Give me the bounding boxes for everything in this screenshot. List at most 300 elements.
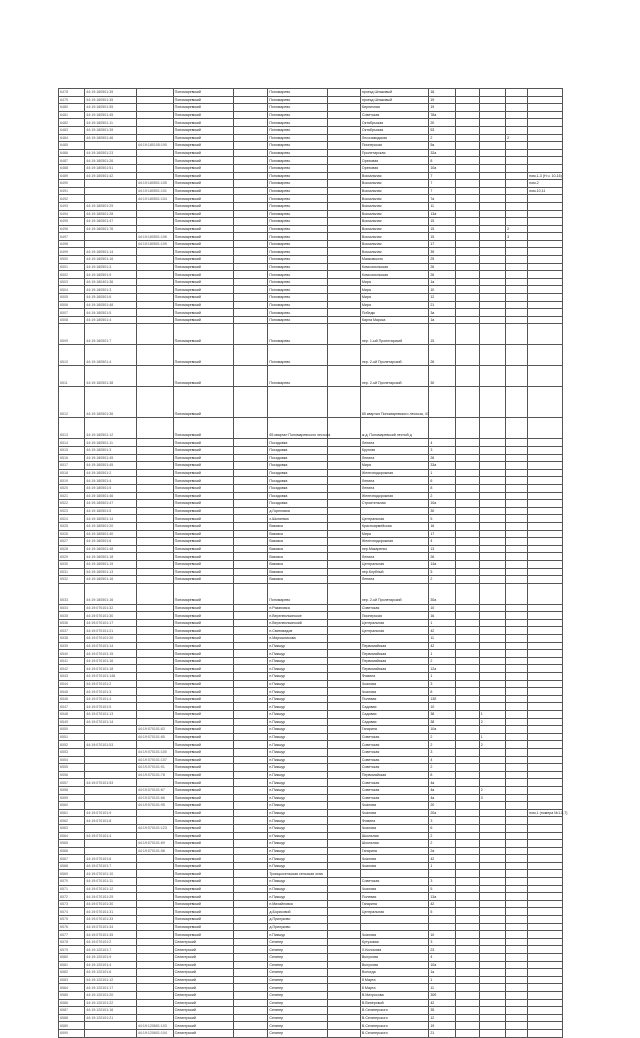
cadastral-number-alt-cell	[136, 916, 173, 924]
room-cell	[506, 111, 528, 119]
room-cell	[506, 657, 528, 665]
cadastral-number-alt-cell	[136, 157, 173, 165]
note-cell	[528, 885, 563, 893]
locality-type-cell	[328, 522, 361, 530]
street-cell: Советская	[360, 786, 428, 794]
building-cell	[455, 271, 479, 279]
room-cell	[506, 840, 528, 848]
locality-cell: п.Пикшур	[268, 764, 328, 772]
house-number-cell: 33а	[429, 462, 455, 470]
room-cell	[506, 627, 528, 635]
row-number-cell: 6491	[59, 187, 85, 195]
blank-cell	[233, 545, 268, 553]
building-cell	[455, 969, 479, 977]
cadastral-number-alt-cell	[136, 576, 173, 584]
locality-type-cell	[328, 931, 361, 939]
cadastral-number-alt-cell	[136, 500, 173, 508]
table-row	[59, 862, 563, 870]
blank-cell	[233, 316, 268, 324]
house-number-cell: 32а	[429, 149, 455, 157]
street-cell: Октябрьская	[360, 126, 428, 134]
table-row	[59, 627, 563, 635]
street-cell: Вокзальная	[360, 202, 428, 210]
house-number-cell: 1а	[429, 278, 455, 286]
building-cell	[455, 111, 479, 119]
district-cell: Пономаревский	[173, 726, 233, 734]
locality-cell: Селигер	[268, 969, 328, 977]
apartment-cell	[479, 560, 505, 568]
cadastral-number-cell: 44:19:180501:36	[85, 387, 137, 418]
table-row	[59, 240, 563, 248]
row-number-cell: 6516	[59, 454, 85, 462]
cadastral-number-alt-cell	[136, 210, 173, 218]
row-number-cell: 6558	[59, 786, 85, 794]
locality-cell: п.Пикшур	[268, 733, 328, 741]
table-row	[59, 366, 563, 387]
building-cell	[455, 916, 479, 924]
street-cell: Фомина	[360, 817, 428, 825]
cadastral-number-cell: 44:19:180501:14	[85, 515, 137, 523]
cadastral-number-cell: 44:19:180501:47	[85, 500, 137, 508]
house-number-cell: 42	[429, 642, 455, 650]
row-number-cell: 6521	[59, 492, 85, 500]
locality-type-cell	[328, 665, 361, 673]
locality-type-cell	[328, 741, 361, 749]
row-number-cell: 6535	[59, 612, 85, 620]
cadastral-number-cell: 44:19:120101:4	[85, 961, 137, 969]
blank-cell	[233, 218, 268, 226]
locality-type-cell	[328, 477, 361, 485]
blank-cell	[233, 263, 268, 271]
cadastral-number-alt-cell	[136, 89, 173, 97]
apartment-cell	[479, 538, 505, 546]
room-cell	[506, 786, 528, 794]
locality-type-cell	[328, 164, 361, 172]
cadastral-number-alt-cell	[136, 832, 173, 840]
cadastral-number-alt-cell	[136, 530, 173, 538]
blank-cell	[233, 893, 268, 901]
room-cell	[506, 126, 528, 134]
house-number-cell: 13а	[429, 893, 455, 901]
note-cell	[528, 741, 563, 749]
table-row	[59, 802, 563, 810]
street-cell: проезд Шлаковый	[360, 89, 428, 97]
room-cell	[506, 387, 528, 418]
note-cell	[528, 1014, 563, 1022]
house-number-cell: 17	[429, 530, 455, 538]
cadastral-number-cell: 44:19:180501:4	[85, 316, 137, 324]
table-row	[59, 278, 563, 286]
room-cell	[506, 923, 528, 931]
row-number-cell: 6559	[59, 794, 85, 802]
locality-type-cell	[328, 172, 361, 180]
house-number-cell: 2а	[429, 847, 455, 855]
building-cell	[455, 1022, 479, 1030]
street-cell: Садовая	[360, 711, 428, 719]
note-cell	[528, 500, 563, 508]
table-row	[59, 711, 563, 719]
district-cell: Пономаревский	[173, 908, 233, 916]
cadastral-number-cell: 44:19:180501:11	[85, 439, 137, 447]
street-cell: Строительная	[360, 500, 428, 508]
apartment-cell	[479, 263, 505, 271]
cadastral-number-alt-cell	[136, 278, 173, 286]
cadastral-number-cell: 44:19:180501:5	[85, 309, 137, 317]
table-row	[59, 286, 563, 294]
locality-type-cell	[328, 862, 361, 870]
locality-type-cell	[328, 786, 361, 794]
house-number-cell: 11	[429, 984, 455, 992]
street-cell: Садовая	[360, 703, 428, 711]
cadastral-number-cell	[85, 847, 137, 855]
street-cell: Садовая	[360, 718, 428, 726]
locality-cell: п.Пикшур	[268, 878, 328, 886]
cadastral-number-cell: 44:19:180501:45	[85, 454, 137, 462]
cadastral-number-alt-cell	[136, 665, 173, 673]
house-number-cell	[429, 916, 455, 924]
note-cell: пом.1-3 (Н.ч. 10-16)	[529, 173, 562, 178]
row-number-cell: 6578	[59, 938, 85, 946]
row-number-cell: 6515	[59, 447, 85, 455]
note-cell	[528, 847, 563, 855]
cadastral-number-cell: 44:19:180501:16	[85, 256, 137, 264]
blank-cell	[233, 500, 268, 508]
cadastral-number-alt-cell	[136, 885, 173, 893]
district-cell: Пономаревский	[173, 294, 233, 302]
locality-type-cell	[328, 794, 361, 802]
cadastral-number-alt-cell	[136, 976, 173, 984]
apartment-cell	[479, 240, 505, 248]
blank-cell	[233, 301, 268, 309]
room-cell	[506, 961, 528, 969]
note-cell	[528, 862, 563, 870]
row-number-cell: 6526	[59, 530, 85, 538]
apartment-cell	[479, 991, 505, 999]
apartment-cell	[479, 771, 505, 779]
street-cell: Железнодорожная	[360, 469, 428, 477]
locality-type-cell	[328, 568, 361, 576]
building-cell	[455, 733, 479, 741]
room-cell	[506, 248, 528, 256]
locality-type-cell	[328, 447, 361, 455]
cadastral-number-alt-cell	[136, 202, 173, 210]
row-number-cell: 6524	[59, 515, 85, 523]
street-cell: Центральная	[360, 627, 428, 635]
row-number-cell: 6522	[59, 500, 85, 508]
district-cell: Пономаревский	[173, 500, 233, 508]
locality-type-cell	[328, 119, 361, 127]
blank-cell	[233, 278, 268, 286]
blank-cell	[233, 180, 268, 188]
cadastral-number-cell: 44:19:070101:12	[85, 885, 137, 893]
district-cell: Пономаревский	[173, 688, 233, 696]
locality-cell: п.Пикшур	[268, 657, 328, 665]
house-number-cell: 1а	[429, 316, 455, 324]
blank-cell	[233, 642, 268, 650]
street-cell: Красноармейская	[360, 522, 428, 530]
locality-cell: п.Пикшур	[268, 741, 328, 749]
street-cell: Круглая	[360, 447, 428, 455]
cadastral-number-cell	[85, 187, 137, 195]
district-cell: Селигерский	[173, 1014, 233, 1022]
cadastral-number-alt-cell: 44:19:070101:100	[136, 748, 173, 756]
building-cell	[455, 538, 479, 546]
street-cell: Чкалова	[360, 680, 428, 688]
cadastral-number-cell: 44:19:180501:39	[85, 126, 137, 134]
cadastral-number-cell: 44:19:070101:15	[85, 650, 137, 658]
cadastral-number-cell: 44:19:120101:20	[85, 991, 137, 999]
room-cell	[506, 635, 528, 643]
district-cell: Пономаревский	[173, 855, 233, 863]
note-cell	[528, 583, 563, 604]
locality-type-cell	[328, 545, 361, 553]
room-cell	[506, 240, 528, 248]
table-row	[59, 248, 563, 256]
district-cell: Пономаревский	[173, 635, 233, 643]
house-number-cell: 11	[429, 202, 455, 210]
locality-type-cell	[328, 824, 361, 832]
house-number-cell: 18	[429, 89, 455, 97]
blank-cell	[233, 991, 268, 999]
street-cell: Мира	[360, 530, 428, 538]
note-cell	[528, 477, 563, 485]
cadastral-number-alt-cell: 44:19:070101:66	[136, 794, 173, 802]
cadastral-number-cell	[85, 233, 137, 241]
row-number-cell: 6528	[59, 545, 85, 553]
district-cell: Пономаревский	[173, 931, 233, 939]
cadastral-number-alt-cell	[136, 870, 173, 878]
row-number-cell: 6560	[59, 802, 85, 810]
apartment-cell	[479, 500, 505, 508]
cadastral-number-cell: 44:19:180501:40	[85, 530, 137, 538]
locality-cell: п.Пикшур	[268, 786, 328, 794]
locality-cell: п.Пикшур	[268, 893, 328, 901]
table-row	[59, 104, 563, 112]
cadastral-number-alt-cell	[136, 619, 173, 627]
table-row	[59, 560, 563, 568]
locality-type-cell	[328, 1007, 361, 1015]
house-number-cell: 5	[429, 885, 455, 893]
street-cell: Мира	[360, 301, 428, 309]
cadastral-number-cell: 44:19:180501:3	[85, 263, 137, 271]
row-number-cell: 6552	[59, 741, 85, 749]
room-cell	[506, 984, 528, 992]
table-row	[59, 294, 563, 302]
apartment-cell	[479, 627, 505, 635]
note-cell	[528, 635, 563, 643]
building-cell	[455, 657, 479, 665]
row-number-cell: 6585	[59, 991, 85, 999]
cadastral-number-alt-cell	[136, 345, 173, 366]
locality-type-cell	[328, 240, 361, 248]
blank-cell	[233, 294, 268, 302]
building-cell	[455, 126, 479, 134]
cadastral-number-alt-cell	[136, 1007, 173, 1015]
street-cell	[360, 923, 428, 931]
house-number-cell: 39	[429, 248, 455, 256]
locality-cell: Пономарево	[268, 89, 328, 97]
room-cell	[506, 673, 528, 681]
room-cell	[506, 172, 528, 180]
locality-cell: Пономарево	[268, 278, 328, 286]
street-cell: Чкалова	[360, 824, 428, 832]
street-cell: Первомайская	[360, 657, 428, 665]
district-cell: Пономаревский	[173, 324, 233, 345]
cadastral-number-alt-cell	[136, 635, 173, 643]
locality-type-cell	[328, 316, 361, 324]
house-number-cell: 1	[429, 976, 455, 984]
locality-cell: Селигер	[268, 1022, 328, 1030]
building-cell	[455, 286, 479, 294]
street-cell: Вокзальная	[360, 225, 428, 233]
table-row	[59, 218, 563, 226]
cadastral-number-alt-cell	[136, 642, 173, 650]
house-number-cell: 8	[429, 157, 455, 165]
street-cell: Ленина	[360, 484, 428, 492]
table-row	[59, 794, 563, 802]
table-row	[59, 507, 563, 515]
table-row	[59, 893, 563, 901]
district-cell: Пономаревский	[173, 893, 233, 901]
table-row	[59, 657, 563, 665]
house-number-cell: 20	[429, 119, 455, 127]
row-number-cell: 6556	[59, 771, 85, 779]
row-number-cell: 6557	[59, 779, 85, 787]
blank-cell	[233, 439, 268, 447]
locality-cell: Пономарево	[268, 134, 328, 142]
row-number-cell: 6509	[59, 324, 85, 345]
blank-cell	[233, 718, 268, 726]
row-number-cell: 6490	[59, 180, 85, 188]
locality-cell: п.Пикшур	[268, 703, 328, 711]
locality-type-cell	[328, 718, 361, 726]
room-cell	[506, 492, 528, 500]
apartment-cell	[479, 492, 505, 500]
row-number-cell: 6505	[59, 294, 85, 302]
district-cell: Пономаревский	[173, 180, 233, 188]
building-cell	[455, 961, 479, 969]
locality-type-cell	[328, 809, 361, 817]
locality-cell: п.Мирошникова	[268, 635, 328, 643]
district-cell: Селигерский	[173, 984, 233, 992]
locality-type-cell	[328, 756, 361, 764]
building-cell	[455, 240, 479, 248]
table-row	[59, 984, 563, 992]
locality-cell: п.Верхнеильинское	[268, 612, 328, 620]
cadastral-number-cell: 44:19:180501:48	[85, 301, 137, 309]
locality-cell: п.Святовидов	[268, 627, 328, 635]
cadastral-number-cell: 44:19:070101:4	[85, 832, 137, 840]
note-cell	[528, 366, 563, 387]
note-cell	[528, 832, 563, 840]
apartment-cell	[479, 1007, 505, 1015]
district-cell: Пономаревский	[173, 642, 233, 650]
blank-cell	[233, 741, 268, 749]
street-cell: Мира	[360, 462, 428, 470]
apartment-cell	[479, 969, 505, 977]
apartment-cell	[479, 366, 505, 387]
apartment-cell	[479, 387, 505, 418]
table-row	[59, 840, 563, 848]
room-cell	[506, 1007, 528, 1015]
locality-cell: Вязовка	[268, 568, 328, 576]
cadastral-number-cell: 44:19:180501:3	[85, 286, 137, 294]
locality-cell: п.Пикшур	[268, 771, 328, 779]
cadastral-number-cell	[85, 840, 137, 848]
building-cell	[455, 984, 479, 992]
house-number-cell: 3	[429, 447, 455, 455]
district-cell: Пономаревский	[173, 794, 233, 802]
building-cell	[455, 824, 479, 832]
note-cell	[528, 164, 563, 172]
street-cell: Чкалова	[360, 688, 428, 696]
room-cell	[506, 809, 528, 817]
district-cell: Пономаревский	[173, 126, 233, 134]
row-number-cell: 6569	[59, 870, 85, 878]
cadastral-number-alt-cell: 44:19:180105:190	[136, 142, 173, 150]
locality-cell: п.Рязановка	[268, 604, 328, 612]
house-number-cell: 19	[429, 104, 455, 112]
house-number-cell: 4а	[429, 779, 455, 787]
blank-cell	[233, 748, 268, 756]
locality-cell: Пономарево	[268, 301, 328, 309]
apartment-cell	[479, 862, 505, 870]
apartment-cell	[479, 726, 505, 734]
locality-type-cell	[328, 976, 361, 984]
street-cell: Ореховая	[360, 157, 428, 165]
house-number-cell: 8	[429, 771, 455, 779]
building-cell	[455, 840, 479, 848]
note-cell	[528, 294, 563, 302]
cadastral-number-cell: 44:19:070101:34	[85, 923, 137, 931]
building-cell	[455, 439, 479, 447]
note-cell	[528, 824, 563, 832]
district-cell: Пономаревский	[173, 111, 233, 119]
note-cell	[528, 916, 563, 924]
table-row	[59, 545, 563, 553]
locality-type-cell	[328, 233, 361, 241]
cadastral-number-alt-cell	[136, 741, 173, 749]
cadastral-number-cell: 44:19:180501:3	[85, 447, 137, 455]
apartment-cell: 1	[479, 711, 505, 719]
room-cell	[506, 794, 528, 802]
locality-cell: Посадовка	[268, 454, 328, 462]
cadastral-number-cell: 44:19:070101:11	[85, 878, 137, 886]
street-cell: Ленина	[360, 439, 428, 447]
apartment-cell	[479, 635, 505, 643]
cadastral-number-alt-cell	[136, 779, 173, 787]
building-cell	[455, 568, 479, 576]
blank-cell	[233, 794, 268, 802]
row-number-cell: 6539	[59, 642, 85, 650]
row-number-cell: 6532	[59, 576, 85, 584]
row-number-cell: 6537	[59, 627, 85, 635]
building-cell	[455, 802, 479, 810]
district-cell: Пономаревский	[173, 484, 233, 492]
cadastral-number-alt-cell	[136, 172, 173, 180]
locality-type-cell	[328, 1029, 361, 1037]
building-cell	[455, 817, 479, 825]
locality-type-cell	[328, 954, 361, 962]
district-cell: Пономаревский	[173, 779, 233, 787]
locality-type-cell	[328, 878, 361, 886]
row-number-cell: 6546	[59, 695, 85, 703]
row-number-cell: 6530	[59, 560, 85, 568]
note-cell	[528, 469, 563, 477]
district-cell: Пономаревский	[173, 560, 233, 568]
property-register-table	[58, 88, 568, 1038]
apartment-cell	[479, 545, 505, 553]
